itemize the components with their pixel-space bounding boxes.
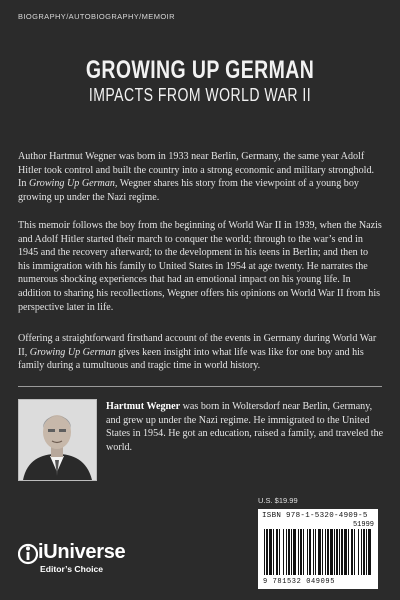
- author-bio: [106, 400, 386, 454]
- p3-book-title: Growing Up German: [29, 346, 116, 358]
- price-label: U.S. $19.99: [258, 496, 298, 505]
- isbn-text: ISBN 978-1-5320-4909-5: [262, 512, 368, 520]
- p3-text-before: Offering a straightforward firsthand account of the events in Germany during World War II,: [18, 333, 377, 358]
- p1-book-title: Growing Up German,: [28, 178, 118, 190]
- book-subtitle: IMPACTS FROM WORLD WAR II: [88, 85, 312, 105]
- author-name: Hartmut Wegner: [106, 401, 181, 412]
- author-photo: [18, 399, 97, 481]
- title-block: [0, 56, 400, 106]
- description-paragraph-3: [18, 332, 382, 373]
- author-bio-text: was born in Woltersdorf near Berlin, Germany, and grew up under the Nazi regime. He immigrated to the United States in 1954. He got an education, raised a family, and traveled the world.: [106, 401, 384, 453]
- genre-label: BIOGRAPHY/AUTOBIOGRAPHY/MEMOIR: [18, 12, 175, 21]
- divider: [18, 386, 382, 387]
- description-paragraph-1: [18, 150, 382, 204]
- publisher-name: iUniverse: [38, 541, 126, 563]
- p1-text-before: Author Hartmut Wegner was born in 1933 near Berlin, Germany, the same year Adolf Hitler took control and built the country into a strong economic and military stronghold. In: [18, 151, 375, 190]
- book-title: GROWING UP GERMAN: [85, 56, 315, 84]
- iuniverse-logo-icon: [18, 542, 38, 566]
- isbn-barcode: [258, 509, 378, 589]
- publisher-tagline: Editor’s Choice: [40, 564, 104, 574]
- description-paragraph-2: This memoir follows the boy from the beginning of World War II in 1939, when the Nazis and Adolf Hitler started their march to conquer the world; through to the war’s end in 1945 and the recovery afterward; to the development in his teens in Berlin; and then to his immigration with his family to United States in 1954 at age twenty. He narrates the numerous shocking experiences that had an emotional impact on his young life. In addition to sharing his recollections, Wegner offers his opinions on World War II from his perspective later in life.: [18, 220, 382, 313]
- barcode-number: 9 781532 049095: [263, 578, 336, 586]
- p1-text-after: Wegner shares his story from the viewpoint of a young boy growing up under the Nazi regime.: [18, 178, 359, 203]
- price-code: 51999: [352, 521, 374, 529]
- p3-text-after: gives keen insight into what life was like for one boy and his family during a tumultuous and tragic time in world history.: [18, 346, 364, 372]
- barcode-bars: [262, 529, 374, 577]
